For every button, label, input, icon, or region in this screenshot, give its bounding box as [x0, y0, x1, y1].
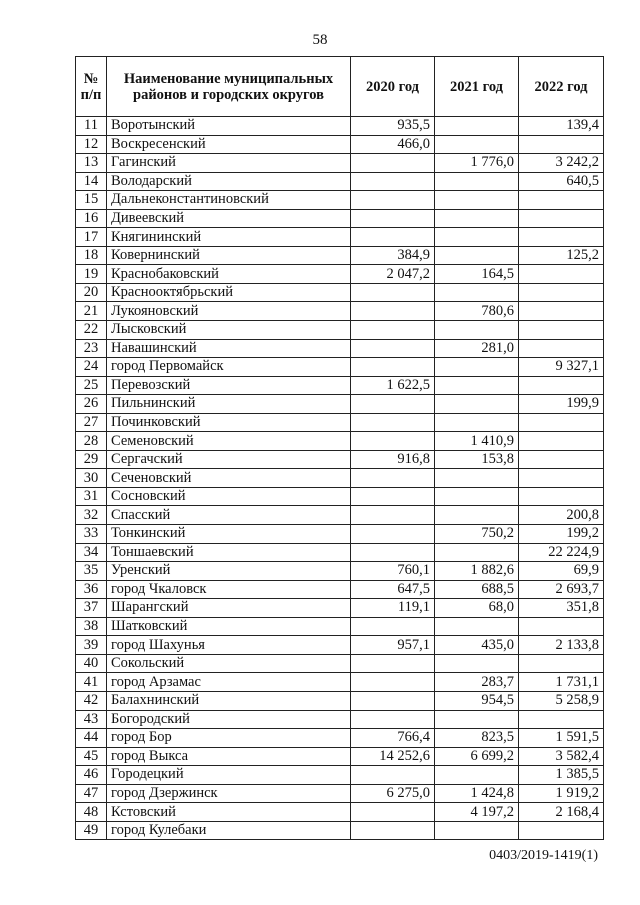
cell-y2021: [435, 321, 519, 340]
table-row: [76, 469, 604, 488]
cell-y2022: [519, 413, 604, 432]
cell-y2020: [351, 339, 435, 358]
cell-name: Шатковский: [107, 617, 351, 636]
cell-y2022: [519, 265, 604, 284]
cell-y2021: 688,5: [435, 580, 519, 599]
cell-name: город Дзержинск: [107, 784, 351, 803]
cell-y2021: [435, 506, 519, 525]
cell-num: 39: [76, 636, 107, 655]
cell-y2020: [351, 321, 435, 340]
cell-y2022: 199,9: [519, 395, 604, 414]
cell-y2020: [351, 710, 435, 729]
cell-y2020: [351, 283, 435, 302]
cell-y2020: [351, 358, 435, 377]
cell-name: Краснооктябрьский: [107, 283, 351, 302]
cell-name: Дивеевский: [107, 209, 351, 228]
cell-num: 37: [76, 599, 107, 618]
cell-name: Сеченовский: [107, 469, 351, 488]
cell-y2021: [435, 617, 519, 636]
cell-y2020: 957,1: [351, 636, 435, 655]
cell-y2021: [435, 766, 519, 785]
cell-name: Навашинский: [107, 339, 351, 358]
table-row: [76, 135, 604, 154]
cell-y2021: [435, 710, 519, 729]
cell-y2020: [351, 525, 435, 544]
table-row: [76, 766, 604, 785]
cell-name: город Выкса: [107, 747, 351, 766]
header-2021: 2021 год: [435, 57, 519, 117]
cell-y2022: 1 385,5: [519, 766, 604, 785]
cell-y2020: 6 275,0: [351, 784, 435, 803]
cell-name: город Чкаловск: [107, 580, 351, 599]
cell-y2021: 153,8: [435, 450, 519, 469]
cell-y2020: [351, 673, 435, 692]
cell-y2020: 760,1: [351, 562, 435, 581]
cell-y2022: 199,2: [519, 525, 604, 544]
cell-y2021: 6 699,2: [435, 747, 519, 766]
cell-y2022: 22 224,9: [519, 543, 604, 562]
header-2022: 2022 год: [519, 57, 604, 117]
table-row: [76, 784, 604, 803]
table-row: [76, 283, 604, 302]
cell-name: Семеновский: [107, 432, 351, 451]
cell-num: 42: [76, 691, 107, 710]
cell-num: 41: [76, 673, 107, 692]
cell-num: 27: [76, 413, 107, 432]
cell-y2020: [351, 469, 435, 488]
cell-y2022: [519, 135, 604, 154]
cell-num: 49: [76, 821, 107, 840]
cell-y2022: 1 731,1: [519, 673, 604, 692]
cell-y2020: 384,9: [351, 246, 435, 265]
cell-name: Богородский: [107, 710, 351, 729]
cell-name: город Первомайск: [107, 358, 351, 377]
table-row: [76, 339, 604, 358]
cell-y2021: 1 882,6: [435, 562, 519, 581]
table-row: [76, 654, 604, 673]
cell-y2022: 1 591,5: [519, 729, 604, 748]
cell-y2021: 4 197,2: [435, 803, 519, 822]
cell-num: 28: [76, 432, 107, 451]
cell-y2021: [435, 228, 519, 247]
cell-y2022: 9 327,1: [519, 358, 604, 377]
cell-name: Перевозский: [107, 376, 351, 395]
cell-name: Кстовский: [107, 803, 351, 822]
table-row: [76, 265, 604, 284]
cell-y2020: [351, 543, 435, 562]
cell-y2021: [435, 487, 519, 506]
table-row: [76, 673, 604, 692]
cell-num: 44: [76, 729, 107, 748]
cell-num: 43: [76, 710, 107, 729]
cell-y2022: 5 258,9: [519, 691, 604, 710]
header-2020: 2020 год: [351, 57, 435, 117]
cell-name: Воскресенский: [107, 135, 351, 154]
table-row: [76, 302, 604, 321]
cell-y2022: 3 582,4: [519, 747, 604, 766]
cell-y2021: 1 410,9: [435, 432, 519, 451]
cell-y2022: [519, 339, 604, 358]
header-num: № п/п: [76, 57, 107, 117]
cell-name: Балахнинский: [107, 691, 351, 710]
page-number: 58: [312, 32, 328, 48]
cell-y2021: [435, 172, 519, 191]
header-name: Наименование муниципальных районов и городских округов: [107, 57, 351, 117]
table-row: [76, 191, 604, 210]
cell-y2022: [519, 228, 604, 247]
cell-name: Дальнеконстантиновский: [107, 191, 351, 210]
cell-y2020: 935,5: [351, 117, 435, 136]
cell-y2021: 1 776,0: [435, 154, 519, 173]
cell-y2020: 119,1: [351, 599, 435, 618]
cell-y2021: 283,7: [435, 673, 519, 692]
table-row: [76, 413, 604, 432]
cell-y2022: [519, 710, 604, 729]
cell-y2020: [351, 209, 435, 228]
cell-y2020: [351, 506, 435, 525]
cell-num: 15: [76, 191, 107, 210]
table-row: [76, 617, 604, 636]
cell-name: Воротынский: [107, 117, 351, 136]
cell-y2022: [519, 321, 604, 340]
table-row: [76, 209, 604, 228]
table-row: [76, 487, 604, 506]
cell-y2021: [435, 135, 519, 154]
cell-y2022: [519, 821, 604, 840]
cell-name: Сергачский: [107, 450, 351, 469]
cell-num: 18: [76, 246, 107, 265]
cell-y2021: 68,0: [435, 599, 519, 618]
cell-y2020: [351, 691, 435, 710]
cell-num: 33: [76, 525, 107, 544]
table-body: [76, 117, 604, 840]
cell-y2022: [519, 283, 604, 302]
cell-y2022: 640,5: [519, 172, 604, 191]
table-row: [76, 117, 604, 136]
cell-y2020: [351, 191, 435, 210]
cell-y2021: 164,5: [435, 265, 519, 284]
cell-y2020: [351, 654, 435, 673]
cell-y2020: 647,5: [351, 580, 435, 599]
cell-y2022: 3 242,2: [519, 154, 604, 173]
cell-num: 21: [76, 302, 107, 321]
cell-num: 16: [76, 209, 107, 228]
cell-y2021: 750,2: [435, 525, 519, 544]
cell-y2020: 2 047,2: [351, 265, 435, 284]
cell-y2021: [435, 543, 519, 562]
table-row: [76, 358, 604, 377]
cell-num: 36: [76, 580, 107, 599]
cell-y2020: [351, 302, 435, 321]
table-header-row: [76, 57, 604, 117]
cell-y2021: [435, 191, 519, 210]
cell-y2022: [519, 209, 604, 228]
cell-y2021: 281,0: [435, 339, 519, 358]
table-row: [76, 450, 604, 469]
cell-y2022: 2 133,8: [519, 636, 604, 655]
table-row: [76, 376, 604, 395]
cell-num: 29: [76, 450, 107, 469]
cell-name: Гагинский: [107, 154, 351, 173]
cell-y2021: 1 424,8: [435, 784, 519, 803]
cell-num: 48: [76, 803, 107, 822]
cell-num: 24: [76, 358, 107, 377]
cell-num: 35: [76, 562, 107, 581]
cell-num: 32: [76, 506, 107, 525]
cell-y2022: [519, 302, 604, 321]
cell-num: 45: [76, 747, 107, 766]
cell-num: 38: [76, 617, 107, 636]
cell-y2021: 435,0: [435, 636, 519, 655]
table-row: [76, 432, 604, 451]
cell-num: 17: [76, 228, 107, 247]
cell-num: 23: [76, 339, 107, 358]
table-row: [76, 562, 604, 581]
cell-num: 31: [76, 487, 107, 506]
cell-y2020: [351, 228, 435, 247]
cell-y2022: 1 919,2: [519, 784, 604, 803]
cell-num: 34: [76, 543, 107, 562]
cell-y2021: 780,6: [435, 302, 519, 321]
table-row: [76, 543, 604, 562]
cell-y2022: 2 693,7: [519, 580, 604, 599]
cell-y2020: [351, 487, 435, 506]
cell-y2022: [519, 487, 604, 506]
cell-name: Городецкий: [107, 766, 351, 785]
cell-y2020: [351, 172, 435, 191]
cell-name: Сокольский: [107, 654, 351, 673]
cell-y2021: [435, 117, 519, 136]
table-row: [76, 525, 604, 544]
table-row: [76, 154, 604, 173]
table-row: [76, 747, 604, 766]
cell-name: Ковернинский: [107, 246, 351, 265]
cell-y2022: [519, 432, 604, 451]
cell-num: 20: [76, 283, 107, 302]
cell-y2020: 466,0: [351, 135, 435, 154]
table-row: [76, 395, 604, 414]
cell-num: 40: [76, 654, 107, 673]
cell-name: Уренский: [107, 562, 351, 581]
cell-y2022: [519, 469, 604, 488]
cell-y2020: [351, 395, 435, 414]
table-row: [76, 710, 604, 729]
cell-num: 22: [76, 321, 107, 340]
cell-y2022: [519, 376, 604, 395]
table-row: [76, 506, 604, 525]
cell-y2021: [435, 283, 519, 302]
cell-num: 13: [76, 154, 107, 173]
cell-name: Спасский: [107, 506, 351, 525]
table-row: [76, 803, 604, 822]
cell-y2021: [435, 821, 519, 840]
cell-y2020: 766,4: [351, 729, 435, 748]
table-row: [76, 821, 604, 840]
cell-name: Лукояновский: [107, 302, 351, 321]
cell-y2021: [435, 654, 519, 673]
table-row: [76, 599, 604, 618]
table-row: [76, 636, 604, 655]
cell-name: Пильнинский: [107, 395, 351, 414]
budget-table: [75, 56, 604, 840]
cell-y2022: [519, 654, 604, 673]
cell-num: 14: [76, 172, 107, 191]
cell-name: Лысковский: [107, 321, 351, 340]
cell-y2022: 2 168,4: [519, 803, 604, 822]
cell-y2020: [351, 413, 435, 432]
cell-y2020: 14 252,6: [351, 747, 435, 766]
cell-y2020: [351, 821, 435, 840]
cell-y2021: 954,5: [435, 691, 519, 710]
cell-num: 11: [76, 117, 107, 136]
table-row: [76, 246, 604, 265]
cell-name: город Бор: [107, 729, 351, 748]
cell-num: 30: [76, 469, 107, 488]
cell-y2022: 200,8: [519, 506, 604, 525]
cell-y2021: [435, 358, 519, 377]
cell-name: Княгининский: [107, 228, 351, 247]
cell-name: Тоншаевский: [107, 543, 351, 562]
cell-num: 47: [76, 784, 107, 803]
cell-name: город Кулебаки: [107, 821, 351, 840]
table-row: [76, 580, 604, 599]
cell-num: 25: [76, 376, 107, 395]
cell-y2022: 69,9: [519, 562, 604, 581]
cell-name: Тонкинский: [107, 525, 351, 544]
cell-num: 46: [76, 766, 107, 785]
cell-y2020: [351, 803, 435, 822]
cell-name: город Шахунья: [107, 636, 351, 655]
table-row: [76, 321, 604, 340]
cell-y2021: [435, 376, 519, 395]
cell-name: город Арзамас: [107, 673, 351, 692]
cell-y2022: [519, 450, 604, 469]
cell-y2022: 139,4: [519, 117, 604, 136]
cell-y2022: [519, 191, 604, 210]
cell-y2020: [351, 766, 435, 785]
cell-name: Володарский: [107, 172, 351, 191]
cell-y2020: [351, 154, 435, 173]
table-row: [76, 228, 604, 247]
cell-y2020: 1 622,5: [351, 376, 435, 395]
cell-y2022: 351,8: [519, 599, 604, 618]
cell-y2021: 823,5: [435, 729, 519, 748]
cell-name: Краснобаковский: [107, 265, 351, 284]
cell-y2022: [519, 617, 604, 636]
cell-y2021: [435, 469, 519, 488]
cell-y2022: 125,2: [519, 246, 604, 265]
cell-num: 26: [76, 395, 107, 414]
cell-y2020: [351, 432, 435, 451]
cell-num: 12: [76, 135, 107, 154]
cell-name: Шарангский: [107, 599, 351, 618]
table-row: [76, 691, 604, 710]
cell-y2021: [435, 395, 519, 414]
cell-y2021: [435, 209, 519, 228]
cell-y2021: [435, 246, 519, 265]
table-row: [76, 729, 604, 748]
cell-num: 19: [76, 265, 107, 284]
document-code: 0403/2019-1419(1): [489, 848, 598, 863]
cell-name: Починковский: [107, 413, 351, 432]
cell-y2020: [351, 617, 435, 636]
table-row: [76, 172, 604, 191]
cell-y2021: [435, 413, 519, 432]
cell-y2020: 916,8: [351, 450, 435, 469]
cell-name: Сосновский: [107, 487, 351, 506]
